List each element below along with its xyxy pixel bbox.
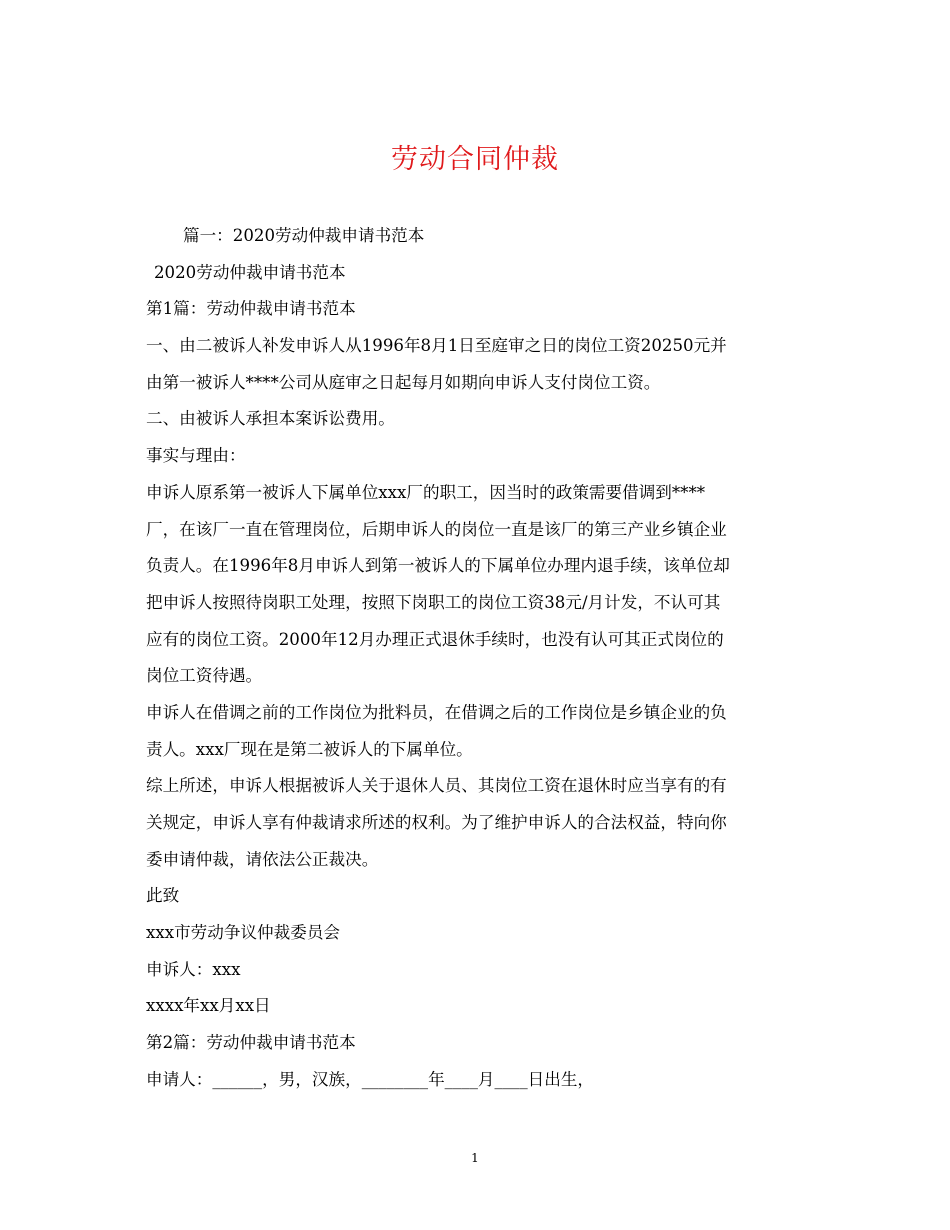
text-line-date: xxxx年xx月xx日 bbox=[146, 996, 271, 1016]
text-line: 责人。xxx厂现在是第二被诉人的下属单位。 bbox=[146, 739, 473, 759]
text-line: 应有的岗位工资。2000年12月办理正式退休手续时，也没有认可其正式岗位的 bbox=[146, 629, 724, 649]
text-line-signature: 申诉人：xxx bbox=[146, 959, 241, 979]
text-line: 厂，在该厂一直在管理岗位，后期申诉人的岗位一直是该厂的第三产业乡镇企业 bbox=[146, 519, 727, 539]
text-line-applicant: 申请人：______，男，汉族，________年____月____日出生， bbox=[146, 1069, 595, 1089]
text-line-salutation: 此致 bbox=[146, 886, 180, 906]
text-line-recipient: xxx市劳动争议仲裁委员会 bbox=[146, 923, 341, 943]
document-body bbox=[146, 218, 806, 1099]
text-line: 一、由二被诉人补发申诉人从1996年8月1日至庭审之日的岗位工资20250元并 bbox=[146, 336, 727, 356]
text-line: 岗位工资待遇。 bbox=[146, 666, 263, 686]
text-line: 申诉人原系第一被诉人下属单位xxx厂的职工，因当时的政策需要借调到**** bbox=[146, 482, 706, 502]
text-line: 由第一被诉人****公司从庭审之日起每月如期向申诉人支付岗位工资。 bbox=[146, 372, 661, 392]
text-line: 综上所述，申诉人根据被诉人关于退休人员、其岗位工资在退休时应当享有的有 bbox=[146, 776, 727, 796]
text-line-section-heading: 篇一：2020劳动仲裁申请书范本 bbox=[183, 226, 425, 245]
text-line-part-2-heading: 第2篇：劳动仲裁申请书范本 bbox=[146, 1033, 356, 1053]
text-line: 委申请仲裁，请依法公正裁决。 bbox=[146, 849, 379, 869]
text-line: 关规定，申诉人享有仲裁请求所述的权利。为了维护申诉人的合法权益，特向你 bbox=[146, 813, 727, 832]
text-line: 二、由被诉人承担本案诉讼费用。 bbox=[146, 409, 395, 429]
text-line: 把申诉人按照待岗职工处理，按照下岗职工的岗位工资38元/月计发，不认可其 bbox=[146, 592, 721, 612]
text-line: 负责人。在1996年8月申诉人到第一被诉人的下属单位办理内退手续，该单位却 bbox=[146, 556, 730, 576]
text-line-subheading: 2020劳动仲裁申请书范本 bbox=[154, 262, 346, 282]
page-number: 1 bbox=[471, 1151, 479, 1165]
text-line: 事实与理由： bbox=[146, 446, 246, 466]
document-title: 劳动合同仲裁 bbox=[391, 144, 559, 175]
text-line-part-1-heading: 第1篇：劳动仲裁申请书范本 bbox=[146, 299, 356, 319]
text-line: 申诉人在借调之前的工作岗位为批料员，在借调之后的工作岗位是乡镇企业的负 bbox=[146, 702, 727, 722]
